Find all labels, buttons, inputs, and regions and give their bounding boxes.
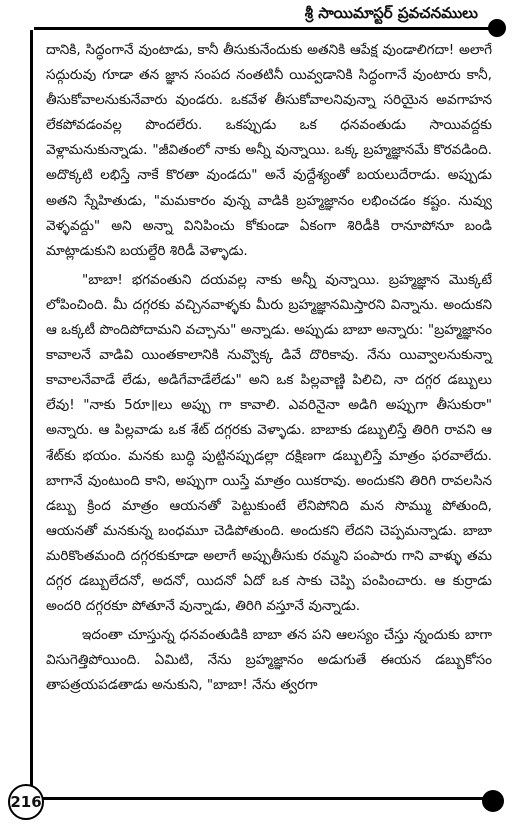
paragraph: దానికి, సిద్ధంగానే వుంటాడు, కానీ తీసుకునేందుకు అతనికి ఆపేక్ష వుండాలిగదా! అలాగే సద్గురువు గూడా తన జ్ఞాన సంపద నంతటినీ యివ్వడానికి సిద్ధంగానే వుంటారు కానీ, తీసుకోవాలనుకునేవారు వుండరు. ఒకవేళ తీసుకోవాలనివున్నా సరియైన అవగాహన లేకపోవడంవల్ల పొందలేరు. ఒకప్పుడు ఒక ధనవంతుడు సాయివద్దకు వెళ్లామనుకున్నాడు. "జీవితంలో నాకు అన్నీ వున్నాయి. ఒక్క బ్రహ్మజ్ఞానమే కొరవడింది. అదొక్కటి లభిస్తే నాకే కొరతా వుండదు" అనే వుద్దేశ్యంతో బయలుదేరాడు. అప్పుడు అతని స్నేహితుడు, "మమకారం వున్న వాడికి బ్రహ్మజ్ఞానం లభించడం కష్టం. నువ్వు వెళ్ళవద్దు" అని అన్నా వినిపించు కోకుండా ఏకంగా శిరిడీకి రానూపోనూ బండి మాట్లాడుకుని బయల్దేరి శిరిడీ వెళ్ళాడు. bbox=[46, 42, 492, 259]
left-margin-rule bbox=[30, 30, 33, 800]
page-number: 216 bbox=[8, 784, 44, 820]
paragraph: "బాబా! భగవంతుని దయవల్ల నాకు అన్నీ వున్నాయి. బ్రహ్మజ్ఞాన మొక్కటే లోపించింది. మీ దగ్గరకు వచ్చినవాళ్ళకు మీరు బ్రహ్మజ్ఞానమిస్తారని విన్నాను. అందుకని ఆ ఒక్కటీ పొందిపోదామని వచ్చాను" అన్నాడు. అప్పుడు బాబా అన్నారు: "బ్రహ్మజ్ఞానం కావాలనే వాడివి యింతకాలానికి నువ్వొక్క డివే దొరికావు. నేను యివ్వాలనుకున్నా కావాలనేవాడే లేడు, అడిగేవాడేలేడు" అని ఒక పిల్లవాణ్ణి పిలిచి, నా దగ్గర డబ్బులు లేవు! "నాకు 5రూ॥లు అప్పు గా కావాలి. ఎవరినైనా అడిగి అప్పుగా తీసుకురా" అన్నారు. ఆ పిల్లవాడు ఒక శేట్ దగ్గరకు వెళ్ళాడు. బాబాకు డబ్బులిస్తే తిరిగి రావని ఆ శేట్‌కు భయం. మనకు బుద్ధి పుట్టినప్పుడల్లా దక్షిణగా డబ్బులిస్తే మాత్రం ఫరవాలేదు. బాగానే వుంటుంది కాని, అప్పుగా యిస్తే మాత్రం యికరావు. అందుకని తిరిగి రావలసిన డబ్బు క్రింద మాత్రం ఆయనతో పెట్టుకుంటే లేనిపోనిది మన సొమ్ము పోతుంది, ఆయనతో మనకున్న బంధమూ చెడిపోతుంది. అందుకని లేదని చెప్పమన్నాడు. బాబా మరికొంతమంది దగ్గరకుకూడా అలాగే అప్పుతీసుకు రమ్మని పంపారు గాని వాళ్ళు తమ దగ్గర డబ్బులేదనో, అదనో, యిదనో ఏదో ఒక సాకు చెప్పి పంపించారు. ఆ కుర్రాడు అందరి దగ్గరకూ పోతూనే వున్నాడు, తిరిగి వస్తూనే వున్నాడు. bbox=[46, 271, 492, 615]
header-rule bbox=[34, 27, 496, 30]
running-title: శ్రీ సాయిమాస్టర్ ప్రవచనములు bbox=[304, 4, 478, 22]
page-header bbox=[0, 0, 520, 36]
footer-ornament-dot bbox=[482, 790, 504, 812]
paragraph: ఇదంతా చూస్తున్న ధనవంతుడికి బాబా తన పని ఆలస్యం చేస్తు న్నందుకు బాగా విసుగెత్తిపోయింది. ఏమిటి, నేను బ్రహ్మజ్ఞానం అడుగుతే ఈయన డబ్బుకోసం తాపత్రయపడతాడు అనుకుని, "బాబా! నేను త్వరగా bbox=[46, 627, 492, 694]
header-ornament-dot bbox=[488, 19, 506, 37]
body-text bbox=[46, 38, 492, 698]
footer-rule bbox=[36, 797, 490, 800]
